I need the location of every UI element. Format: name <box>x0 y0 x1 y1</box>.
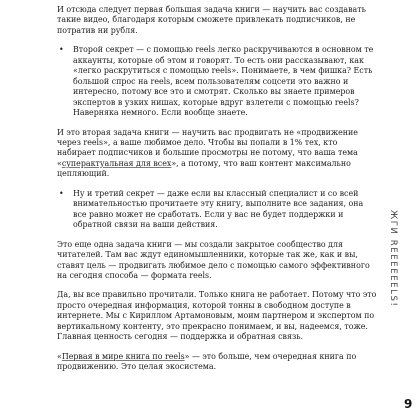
text-run: », а потому, что ваш контент максимально цепляющий. <box>57 158 351 179</box>
highlighted-phrase: суперактуальная для всех <box>61 158 172 168</box>
highlighted-phrase: Первая в мире книга по reels <box>61 351 185 361</box>
paragraph <box>57 290 377 342</box>
text-run: И отсюда следует первая большая задача книги — научить вас создавать такие видео, благодаря которым сможете привлекать подписчиков, не потратив ни рубля. <box>57 5 366 35</box>
paragraph <box>57 240 377 282</box>
paragraph <box>57 128 377 180</box>
text-run: И это вторая задача книги — научить вас продвигать не «продвижение через reels», а ваше любимое дело. Чтобы вы попали в 1% тех, кто набирает подписчиков и большие просмотры не потому, что ваша тема « <box>57 127 358 168</box>
text-run: « <box>57 351 62 361</box>
bullet-paragraph <box>57 45 377 118</box>
text-run: Да, вы все правильно прочитали. Только книга не работает. Потому что это просто очередная информация, которой тонны в свободном доступе в интернете. Мы с Кириллом Артамоновым, моим партнером и экспертом по вертикальному контенту, это прекрасно понимаем, и вы, надеемся, тоже. Главная ценность сегодня — поддержка и обратная связь. <box>57 290 377 342</box>
bullet-marker: • <box>59 45 64 55</box>
page-number: 9 <box>404 397 413 411</box>
paragraph <box>57 352 377 373</box>
page-body <box>57 5 377 382</box>
side-caption: ЖГИ REEEEEELS! <box>388 210 398 308</box>
text-run: Ну и третий секрет — даже если вы классный специалист и со всей внимательностью прочитаете эту книгу, выполните все задания, она все равно может не сработать. Если у вас не будет поддержки и обратной связи на ваши действия. <box>73 188 364 230</box>
text-run: » — это больше, чем очередная книга по продвижению. Это целая экосистема. <box>57 351 357 372</box>
paragraph <box>57 5 377 36</box>
text-run: Второй секрет — с помощью reels легко раскручиваются в основном те аккаунты, которые об этом и говорят. То есть они рассказывают, как «легко раскрутиться с помощью reels». Понимаете, в чем фишка? Есть большой спрос на reels, всем пользователям соцсети это важно и интересно, потому все это и смотрят. Сколько вы знаете примеров экспертов в узких нишах, которые вдруг взлетели с помощью reels? Наверняка немного. Если вообще знаете. <box>73 45 374 118</box>
text-run: Это еще одна задача книги — мы создали закрытое сообщество для читателей. Там вас ждут единомышленники, которые так же, как и вы, ставят цель — продвигать любимое дело с помощью самого эффективного на сегодня способа — формата reels. <box>57 239 370 280</box>
bullet-paragraph <box>57 189 377 231</box>
bullet-marker: • <box>59 188 64 198</box>
